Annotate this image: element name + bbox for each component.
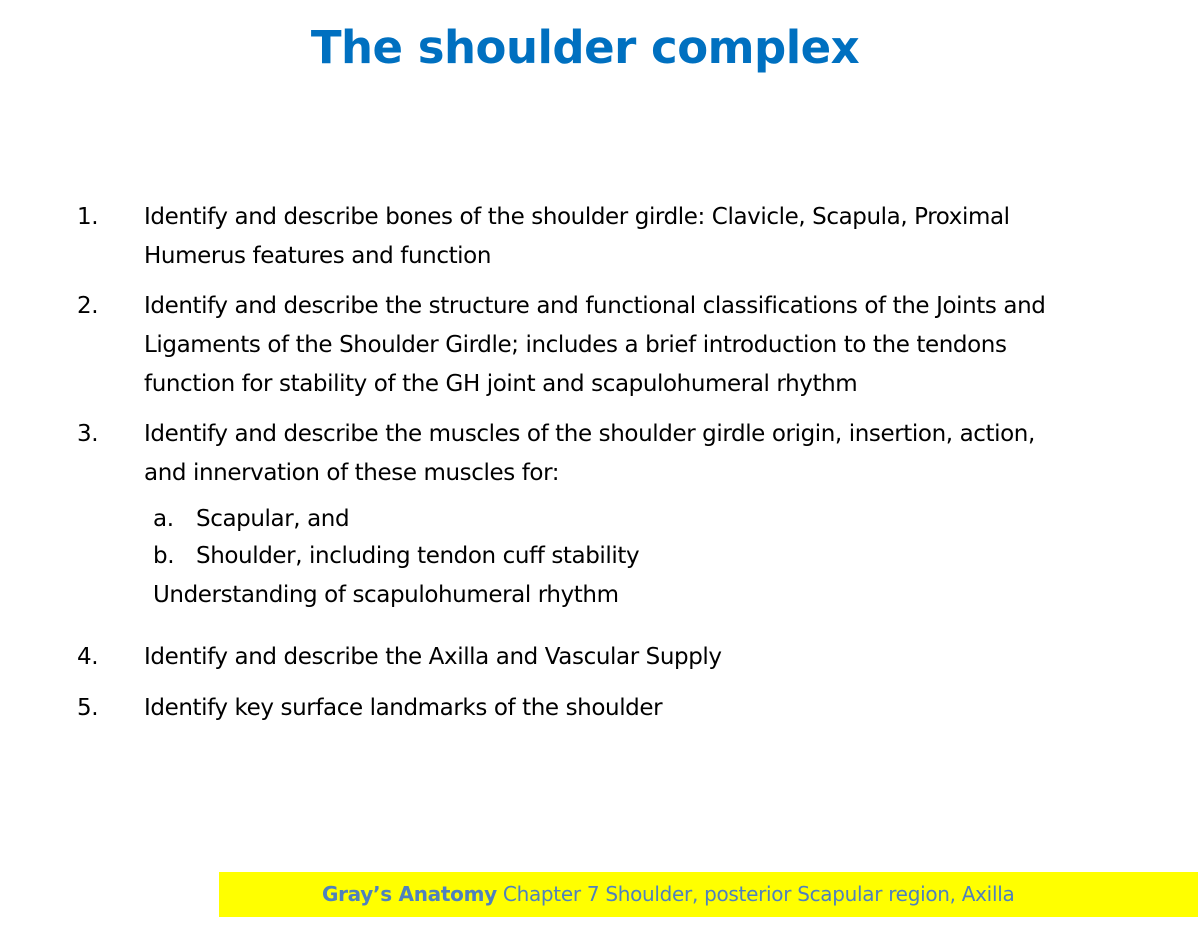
- sub-list-item: [153, 500, 1053, 538]
- sub-list-item: [153, 537, 1053, 575]
- item-number: 1.: [77, 204, 99, 230]
- item-line: Identify and describe the muscles of the shoulder girdle origin, insertion, action,: [144, 421, 1035, 447]
- reference-banner: [219, 872, 1198, 917]
- sub-item-letter: a.: [153, 506, 174, 532]
- item-line: Ligaments of the Shoulder Girdle; includes a brief introduction to the tendons: [144, 332, 1007, 358]
- chapter-reference: Chapter 7 Shoulder, posterior Scapular region, Axilla: [496, 882, 1015, 906]
- item-text: [144, 689, 1164, 728]
- page-title: The shoulder complex: [310, 21, 860, 74]
- item-number: 3.: [77, 421, 99, 447]
- item-text: [144, 287, 1164, 404]
- sub-item-letter: b.: [153, 543, 175, 569]
- item-line: Identify key surface landmarks of the shoulder: [144, 695, 663, 721]
- book-title: Gray’s Anatomy: [322, 882, 497, 906]
- item-text: [144, 638, 1164, 677]
- item-line: Identify and describe bones of the shoulder girdle: Clavicle, Scapula, Proximal: [144, 204, 1010, 230]
- reference-text: [322, 872, 1014, 917]
- item-line: Humerus features and function: [144, 243, 492, 269]
- item-text: [144, 415, 1164, 493]
- item-text: [144, 198, 1164, 276]
- item-line: Identify and describe the structure and functional classifications of the Joints and: [144, 293, 1046, 319]
- item-number: 5.: [77, 695, 99, 721]
- item-line: and innervation of these muscles for:: [144, 460, 560, 486]
- item-line: function for stability of the GH joint and scapulohumeral rhythm: [144, 371, 858, 397]
- sub-item-text: Shoulder, including tendon cuff stability: [196, 543, 640, 569]
- item-number: 2.: [77, 293, 99, 319]
- item-line: Identify and describe the Axilla and Vascular Supply: [144, 644, 722, 670]
- item-number: 4.: [77, 644, 99, 670]
- sub-item-text: Scapular, and: [196, 506, 350, 532]
- sub-list-note: Understanding of scapulohumeral rhythm: [153, 582, 619, 608]
